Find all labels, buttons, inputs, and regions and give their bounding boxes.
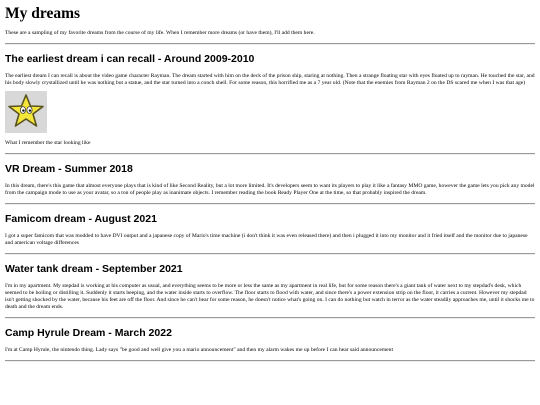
divider [5, 153, 535, 155]
dream-section-vr [5, 163, 535, 197]
divider [5, 360, 535, 362]
star-with-eyes-icon [5, 91, 47, 133]
divider [5, 203, 535, 205]
section-body: I'm at Camp Hyrule, the nintendo thing. Lady says "be good and well give you a mario announcement" and then my alarm wakes me up before I can hear said announcement [5, 347, 394, 353]
section-heading: Famicom dream - August 2021 [5, 213, 157, 225]
section-body: I'm in my apartment. My stepdad is working at his computer as usual, and everything seems to be more or less the same as my apartment in real life, but for some reason there's a giant tank of water next to my stepdad's desk, which seemed to be boiling or distilling it. Suddenly it starts beeping, and the water inside starts to overflow. The floor starts to flood with water, and since there's a power extension strip on the floor, it carries a current. However my stepdad isn't getting shocked by the water, because his feet are off the floor. And since he can't hear for some reason, he doesn't notice what's going on. I can do nothing but watch in terror as the water steadily approaches me, until it shocks me to death and the dream ends. [5, 283, 535, 310]
section-heading: Water tank dream - September 2021 [5, 263, 183, 275]
dream-section-camp-hyrule [5, 327, 535, 354]
divider [5, 253, 535, 255]
dream-section-famicom [5, 213, 535, 247]
divider [5, 43, 535, 45]
section-body: In this dream, there's this game that almost everyone plays that is kind of like Second Reality, but a lot more limited. It's developers seem to want its players to play it like a fantasy MMO game, however the game lets you pick any model from the campaign mode to use as your avatar, so a ton of people play as inanimate objects. I remember reading the book Ready Player One at the time, so that probably inspired the dream. [5, 183, 535, 196]
section-heading: VR Dream - Summer 2018 [5, 163, 133, 175]
section-heading: Camp Hyrule Dream - March 2022 [5, 327, 172, 339]
section-body: The earliest dream I can recall is about the video game character Rayman. The dream started with him on the deck of the prison ship, staring at nothing. Then a strange floating star with eyes floated up to rayman. He touched the star, and his body slowly crystallized until he was nothing but a statue, and the star turned into a conch shell. For some reason, this horrified me as a 7 year old. (Note that the enemies from Rayman 2 on the DS scared me when I was that age) [5, 73, 535, 86]
divider [5, 317, 535, 319]
section-heading: The earliest dream i can recall - Around 2009-2010 [5, 53, 255, 65]
star-image [5, 91, 47, 133]
page-title: My dreams [5, 5, 81, 22]
image-caption: What I remember the star looking like [5, 140, 91, 146]
dream-section-water-tank [5, 263, 535, 311]
section-body: I got a super famicom that was modded to have DVI output and a japanese copy of Mario's time machine (i don't think it was even released there) and then i plugged it into my monitor and it fried itself and the monitor due to japanese and american voltage differences [5, 233, 528, 246]
dream-section-earliest [5, 53, 535, 147]
intro-text: These are a sampling of my favorite dreams from the course of my life. When I remember more dreams (or have them), I'll add them here. [5, 30, 315, 36]
